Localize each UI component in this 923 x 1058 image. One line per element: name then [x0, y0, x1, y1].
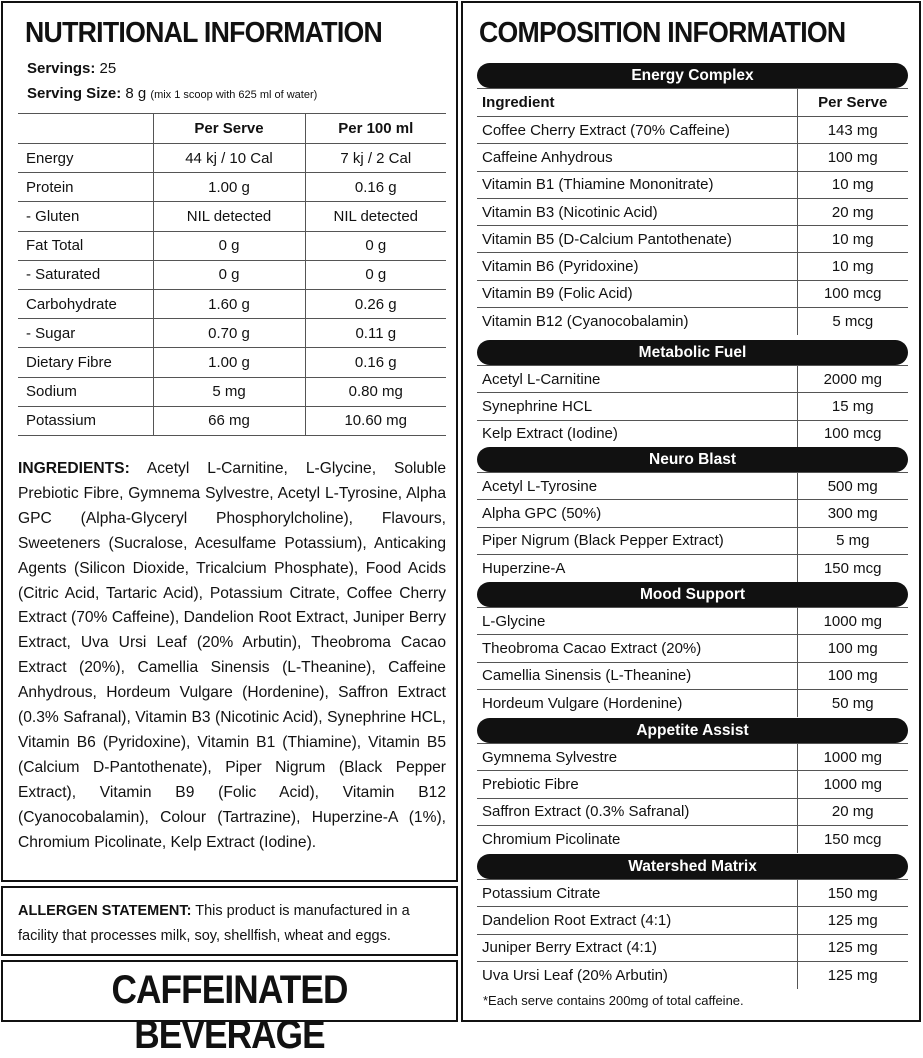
- nutrition-table-body: [18, 144, 446, 436]
- composition-title: COMPOSITION INFORMATION: [479, 17, 846, 49]
- beverage-panel: [1, 960, 458, 1057]
- ingredient-name: L-Glycine: [477, 608, 797, 635]
- ingredient-name: Hordeum Vulgare (Hordenine): [477, 689, 797, 716]
- composition-row: [477, 662, 908, 689]
- nutrition-title: NUTRITIONAL INFORMATION: [25, 17, 383, 49]
- ingredient-amount: 15 mg: [797, 393, 908, 420]
- composition-row: [477, 171, 908, 198]
- nutrient-name: Potassium: [18, 406, 153, 435]
- nutrient-name: Sodium: [18, 377, 153, 406]
- section-header: Neuro Blast: [477, 447, 908, 472]
- nutrition-row: [18, 289, 446, 318]
- ingredient-name: Camellia Sinensis (L-Theanine): [477, 662, 797, 689]
- per-100ml-value: 0 g: [305, 260, 446, 289]
- composition-table: [477, 743, 908, 853]
- serving-size-line: [27, 85, 317, 102]
- ingredient-amount: 1000 mg: [797, 771, 908, 798]
- composition-row: [477, 253, 908, 280]
- per-serve-value: 1.00 g: [153, 173, 305, 202]
- composition-row: [477, 198, 908, 225]
- nutrition-row: [18, 202, 446, 231]
- composition-table: [477, 88, 908, 335]
- nutrition-row: [18, 348, 446, 377]
- allergen-text: This product is manufactured in a facility that processes milk, soy, shellfish, wheat and eggs.: [18, 903, 410, 944]
- per-100ml-value: 10.60 mg: [305, 406, 446, 435]
- section-header: Mood Support: [477, 582, 908, 607]
- composition-row: [477, 308, 908, 335]
- per-serve-value: 66 mg: [153, 406, 305, 435]
- nutrition-header-blank: [18, 114, 153, 144]
- composition-row: [477, 825, 908, 852]
- ingredient-name: Vitamin B6 (Pyridoxine): [477, 253, 797, 280]
- nutrition-row: [18, 144, 446, 173]
- per-100ml-value: 0.11 g: [305, 319, 446, 348]
- nutrient-name: Protein: [18, 173, 153, 202]
- composition-header-row: [477, 89, 908, 117]
- per-serve-column-header: Per Serve: [797, 89, 908, 117]
- ingredient-amount: 150 mg: [797, 880, 908, 907]
- ingredient-name: Gymnema Sylvestre: [477, 744, 797, 771]
- ingredient-amount: 20 mg: [797, 198, 908, 225]
- composition-table: [477, 879, 908, 989]
- ingredient-name: Uva Ursi Leaf (20% Arbutin): [477, 961, 797, 988]
- per-100ml-value: 0.16 g: [305, 348, 446, 377]
- ingredient-amount: 100 mg: [797, 635, 908, 662]
- ingredient-name: Piper Nigrum (Black Pepper Extract): [477, 527, 797, 554]
- composition-row: [477, 280, 908, 307]
- ingredient-amount: 300 mg: [797, 500, 908, 527]
- per-serve-value: 0 g: [153, 260, 305, 289]
- serving-size-note: (mix 1 scoop with 625 ml of water): [150, 89, 318, 101]
- ingredient-amount: 125 mg: [797, 961, 908, 988]
- ingredient-name: Caffeine Anhydrous: [477, 144, 797, 171]
- ingredient-name: Acetyl L-Carnitine: [477, 366, 797, 393]
- allergen-panel: [1, 886, 458, 956]
- ingredient-name: Chromium Picolinate: [477, 825, 797, 852]
- ingredients-label: INGREDIENTS:: [18, 460, 130, 477]
- serving-size-label: Serving Size:: [27, 85, 122, 102]
- composition-row: [477, 117, 908, 144]
- ingredient-name: Vitamin B12 (Cyanocobalamin): [477, 308, 797, 335]
- per-serve-value: 0.70 g: [153, 319, 305, 348]
- ingredient-name: Vitamin B3 (Nicotinic Acid): [477, 198, 797, 225]
- per-100ml-value: 0 g: [305, 231, 446, 260]
- ingredient-amount: 150 mcg: [797, 554, 908, 581]
- ingredient-amount: 50 mg: [797, 689, 908, 716]
- composition-row: [477, 934, 908, 961]
- ingredient-amount: 100 mg: [797, 662, 908, 689]
- per-100ml-value: 0.26 g: [305, 289, 446, 318]
- ingredients-text: Acetyl L-Carnitine, L-Glycine, Soluble Prebiotic Fibre, Gymnema Sylvestre, Acetyl L-Tyrosine, Alpha GPC (Alpha-Glyceryl Phosphorylcholine), Flavours, Sweeteners (Sucralose, Acesulfame Potassium), Anticaking Agents (Silicon Dioxide, Tricalcium Phosphate), Food Acids (Citric Acid, Tartaric Acid), Potassium Citrate, Coffee Cherry Extract (70% Caffeine), Dandelion Root Extract, Juniper Berry Extract, Uva Ursi Leaf (20% Arbutin), Theobroma Cacao Extract (20%), Camellia Sinensis (L-Theanine), Caffeine Anhydrous, Hordeum Vulgare (Hordenine), Saffron Extract (0.3% Safranal), Vitamin B3 (Nicotinic Acid), Synephrine HCL, Vitamin B6 (Pyridoxine), Vitamin B1 (Thiamine), Vitamin B5 (Calcium D-Pantothenate), Piper Nigrum (Black Pepper Extract), Vitamin B9 (Folic Acid), Vitamin B12 (Cyanocobalamin), Colour (Tartrazine), Huperzine-A (1%), Chromium Picolinate, Kelp Extract (Iodine).: [18, 460, 446, 851]
- nutrient-name: Dietary Fibre: [18, 348, 153, 377]
- composition-row: [477, 635, 908, 662]
- ingredient-amount: 100 mcg: [797, 420, 908, 447]
- nutrition-header-serve: Per Serve: [153, 114, 305, 144]
- ingredient-amount: 150 mcg: [797, 825, 908, 852]
- composition-row: [477, 366, 908, 393]
- allergen-statement: [18, 899, 443, 949]
- nutrition-row: [18, 406, 446, 435]
- servings-value: 25: [99, 60, 117, 77]
- ingredient-name: Alpha GPC (50%): [477, 500, 797, 527]
- composition-panel: [461, 1, 921, 1022]
- ingredient-amount: 2000 mg: [797, 366, 908, 393]
- ingredient-name: Saffron Extract (0.3% Safranal): [477, 798, 797, 825]
- ingredient-amount: 125 mg: [797, 907, 908, 934]
- composition-row: [477, 144, 908, 171]
- ingredient-amount: 10 mg: [797, 171, 908, 198]
- composition-row: [477, 554, 908, 581]
- composition-table: [477, 472, 908, 582]
- caffeine-footnote: *Each serve contains 200mg of total caffeine.: [483, 993, 744, 1008]
- composition-row: [477, 527, 908, 554]
- servings-label: Servings:: [27, 60, 96, 77]
- per-100ml-value: NIL detected: [305, 202, 446, 231]
- ingredient-amount: 10 mg: [797, 226, 908, 253]
- ingredient-amount: 20 mg: [797, 798, 908, 825]
- nutrient-name: - Gluten: [18, 202, 153, 231]
- allergen-label: ALLERGEN STATEMENT:: [18, 903, 192, 919]
- ingredient-name: Juniper Berry Extract (4:1): [477, 934, 797, 961]
- ingredient-amount: 5 mcg: [797, 308, 908, 335]
- nutrition-panel: [1, 1, 458, 882]
- servings-line: [27, 60, 116, 77]
- beverage-title: CAFFEINATED BEVERAGE: [111, 968, 348, 1057]
- per-100ml-value: 0.16 g: [305, 173, 446, 202]
- nutrient-name: - Saturated: [18, 260, 153, 289]
- section-header: Appetite Assist: [477, 718, 908, 743]
- nutrient-name: - Sugar: [18, 319, 153, 348]
- nutrition-row: [18, 260, 446, 289]
- per-serve-value: 0 g: [153, 231, 305, 260]
- serving-size-value: 8 g: [125, 85, 147, 102]
- ingredient-name: Dandelion Root Extract (4:1): [477, 907, 797, 934]
- ingredient-name: Kelp Extract (Iodine): [477, 420, 797, 447]
- nutrition-table: [18, 113, 446, 436]
- composition-row: [477, 393, 908, 420]
- section-header: Watershed Matrix: [477, 854, 908, 879]
- per-serve-value: NIL detected: [153, 202, 305, 231]
- ingredient-name: Theobroma Cacao Extract (20%): [477, 635, 797, 662]
- composition-row: [477, 226, 908, 253]
- ingredient-amount: 100 mg: [797, 144, 908, 171]
- composition-table: [477, 365, 908, 447]
- ingredient-name: Vitamin B5 (D-Calcium Pantothenate): [477, 226, 797, 253]
- nutrition-row: [18, 173, 446, 202]
- composition-row: [477, 744, 908, 771]
- nutrition-row: [18, 319, 446, 348]
- composition-row: [477, 420, 908, 447]
- ingredient-name: Prebiotic Fibre: [477, 771, 797, 798]
- per-serve-value: 44 kj / 10 Cal: [153, 144, 305, 173]
- composition-row: [477, 689, 908, 716]
- ingredient-amount: 500 mg: [797, 473, 908, 500]
- ingredient-amount: 5 mg: [797, 527, 908, 554]
- per-serve-value: 1.00 g: [153, 348, 305, 377]
- ingredient-amount: 10 mg: [797, 253, 908, 280]
- composition-row: [477, 771, 908, 798]
- nutrition-header-row: [18, 114, 446, 144]
- ingredients-paragraph: [18, 457, 446, 856]
- nutrient-name: Fat Total: [18, 231, 153, 260]
- ingredient-name: Potassium Citrate: [477, 880, 797, 907]
- composition-table: [477, 607, 908, 717]
- composition-row: [477, 961, 908, 988]
- nutrition-row: [18, 377, 446, 406]
- ingredient-amount: 1000 mg: [797, 744, 908, 771]
- per-100ml-value: 7 kj / 2 Cal: [305, 144, 446, 173]
- composition-row: [477, 473, 908, 500]
- composition-row: [477, 608, 908, 635]
- ingredient-name: Vitamin B1 (Thiamine Mononitrate): [477, 171, 797, 198]
- composition-row: [477, 880, 908, 907]
- per-100ml-value: 0.80 mg: [305, 377, 446, 406]
- section-header: Energy Complex: [477, 63, 908, 88]
- composition-row: [477, 500, 908, 527]
- ingredient-amount: 1000 mg: [797, 608, 908, 635]
- composition-row: [477, 907, 908, 934]
- ingredient-column-header: Ingredient: [477, 89, 797, 117]
- nutrient-name: Carbohydrate: [18, 289, 153, 318]
- ingredient-amount: 100 mcg: [797, 280, 908, 307]
- composition-row: [477, 798, 908, 825]
- nutrition-row: [18, 231, 446, 260]
- nutrition-header-100ml: Per 100 ml: [305, 114, 446, 144]
- ingredient-name: Coffee Cherry Extract (70% Caffeine): [477, 117, 797, 144]
- ingredient-name: Acetyl L-Tyrosine: [477, 473, 797, 500]
- ingredient-name: Vitamin B9 (Folic Acid): [477, 280, 797, 307]
- ingredient-name: Synephrine HCL: [477, 393, 797, 420]
- nutrient-name: Energy: [18, 144, 153, 173]
- ingredient-amount: 143 mg: [797, 117, 908, 144]
- per-serve-value: 5 mg: [153, 377, 305, 406]
- ingredient-name: Huperzine-A: [477, 554, 797, 581]
- section-header: Metabolic Fuel: [477, 340, 908, 365]
- ingredient-amount: 125 mg: [797, 934, 908, 961]
- per-serve-value: 1.60 g: [153, 289, 305, 318]
